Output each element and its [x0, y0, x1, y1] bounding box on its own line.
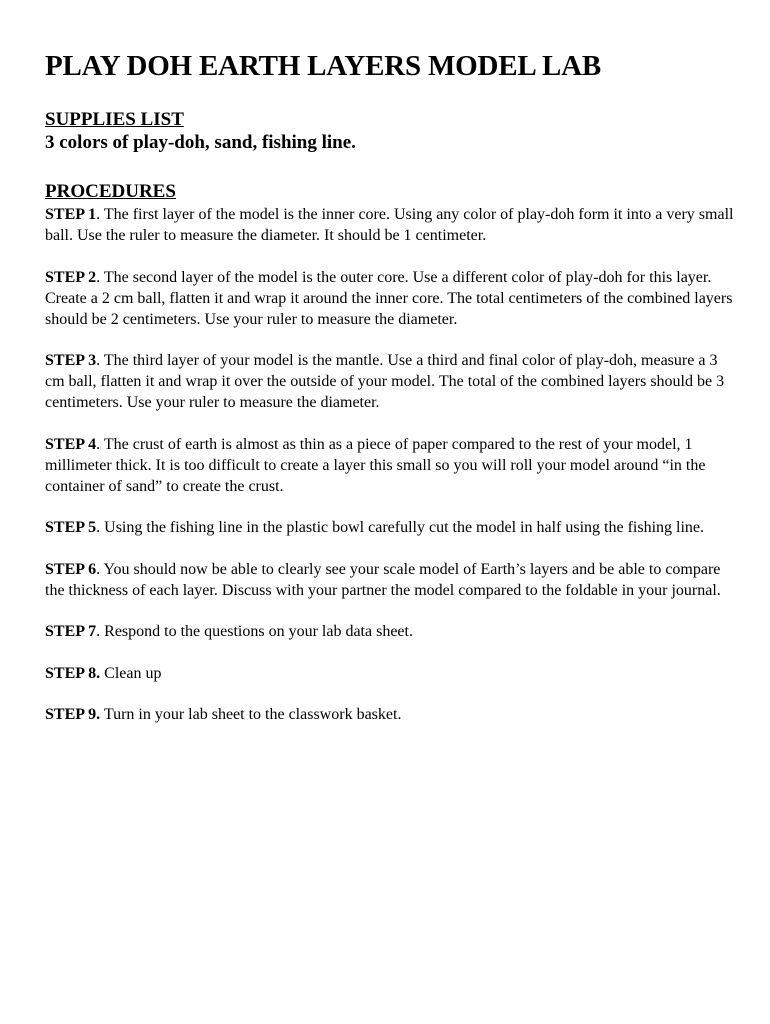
step-1	[45, 204, 735, 246]
step-text: . The first layer of the model is the inner core. Using any color of play-doh form it into a very small ball. Use the ruler to measure the diameter. It should be 1 centimeter.	[45, 206, 734, 244]
step-text: Clean up	[100, 664, 162, 682]
supplies-text: 3 colors of play-doh, sand, fishing line.	[45, 132, 356, 153]
step-label: STEP 2	[45, 268, 97, 286]
step-label: STEP 3	[45, 352, 97, 369]
step-label: STEP 6	[45, 560, 97, 578]
step-5	[45, 517, 735, 538]
step-text: Turn in your lab sheet to the classwork basket.	[100, 706, 402, 723]
step-text: . The crust of earth is almost as thin as a piece of paper compared to the rest of your model, 1 millimeter thick. It is too difficult to create a layer this small so you will roll your model around “in the container of sand” to create the crust.	[45, 435, 706, 495]
step-4	[45, 434, 735, 497]
step-label: STEP 7	[45, 623, 97, 640]
step-2	[45, 267, 735, 330]
step-text: . The third layer of your model is the mantle. Use a third and final color of play-doh, measure a 3 cm ball, flatten it and wrap it over the outside of your model. The total of the combined layers should be 3 centimeters. Use your ruler to measure the diameter.	[45, 352, 725, 411]
procedures-heading: PROCEDURES	[45, 181, 176, 202]
procedure-steps	[45, 204, 735, 746]
step-text: . Respond to the questions on your lab data sheet.	[96, 623, 413, 640]
step-9	[45, 704, 735, 725]
step-text: . Using the fishing line in the plastic bowl carefully cut the model in half using the fishing line.	[96, 519, 705, 536]
step-3	[45, 350, 735, 413]
page-title: PLAY DOH EARTH LAYERS MODEL LAB	[45, 50, 601, 82]
step-6	[45, 559, 735, 601]
supplies-heading: SUPPLIES LIST	[45, 109, 184, 130]
step-8	[45, 663, 735, 684]
step-label: STEP 5	[45, 519, 97, 536]
step-7	[45, 621, 735, 642]
step-label: STEP 1	[45, 206, 97, 223]
step-text: . You should now be able to clearly see your scale model of Earth’s layers and be able to compare the thickness of each layer. Discuss with your partner the model compared to the foldable in your journal.	[45, 560, 721, 599]
step-text: . The second layer of the model is the outer core. Use a different color of play-doh for this layer. Create a 2 cm ball, flatten it and wrap it around the inner core. The total centimeters of the combined layers should be 2 centimeters. Use your ruler to measure the diameter.	[45, 268, 733, 328]
step-label: STEP 9.	[45, 706, 101, 723]
step-label: STEP 4	[45, 435, 97, 453]
step-label: STEP 8.	[45, 664, 101, 682]
